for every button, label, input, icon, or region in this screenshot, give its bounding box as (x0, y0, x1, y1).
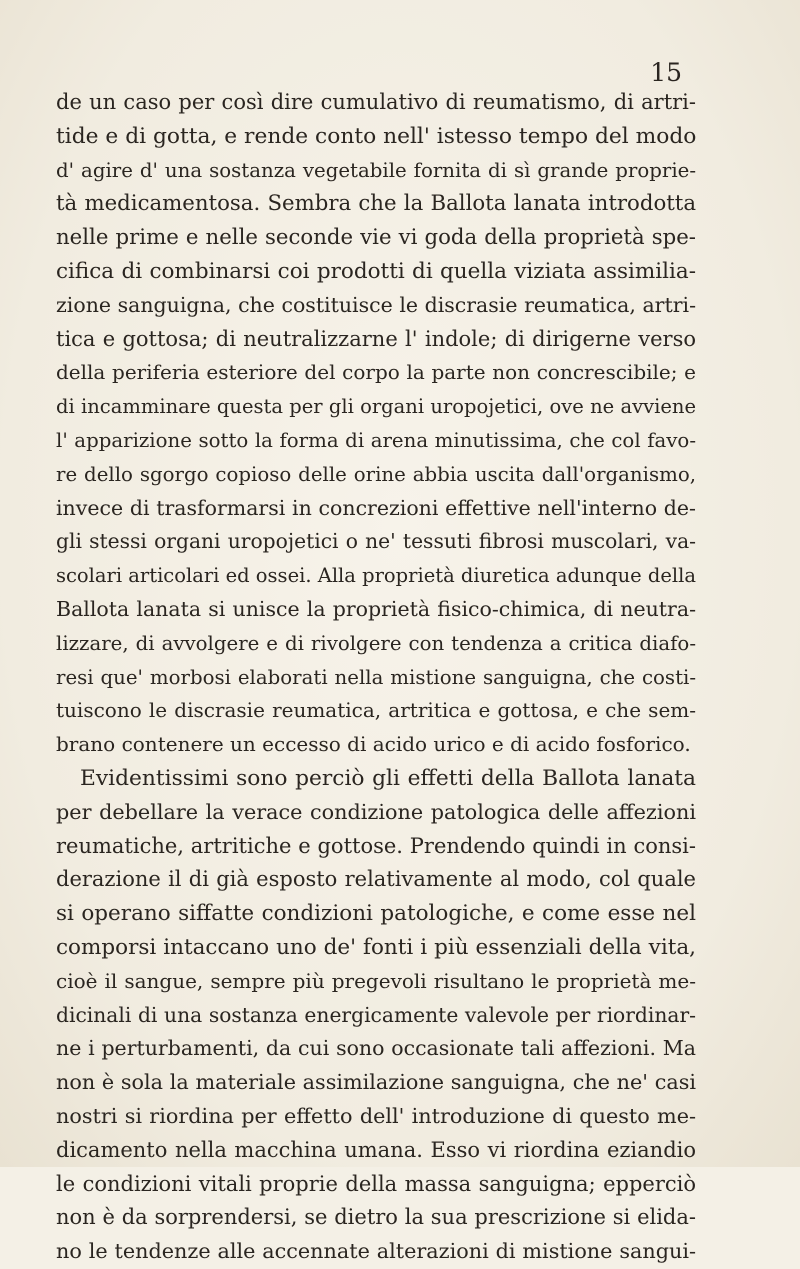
text-line: nelle prime e nelle seconde vie vi goda della proprietà spe- (56, 225, 696, 251)
text-line: derazione il di già esposto relativamente al modo, col quale (56, 867, 696, 892)
text-line: brano contenere un eccesso di acido urico e di acido fosforico. (56, 732, 691, 757)
text-line: invece di trasformarsi in concrezioni effettive nell'interno de- (56, 495, 696, 520)
text-line: Ballota lanata si unisce la proprietà fisico-chimica, di neutra- (56, 596, 696, 621)
text-line: cioè il sangue, sempre più pregevoli risultano le proprietà me- (56, 968, 696, 993)
text-line: comporsi intaccano uno de' fonti i più essenziali della vita, (56, 934, 696, 960)
text-line: reumatiche, artritiche e gottose. Prendendo quindi in consi- (56, 833, 696, 858)
text-line: l' apparizione sotto la forma di arena minutissima, che col favo- (56, 428, 696, 452)
text-line: gli stessi organi uropojetici o ne' tessuti fibrosi muscolari, va- (56, 529, 696, 554)
text-line: di incamminare questa per gli organi uropojetici, ove ne avviene (56, 395, 696, 419)
text-line: dicamento nella macchina umana. Esso vi riordina eziandio (56, 1137, 696, 1162)
text-line: ne i perturbamenti, da cui sono occasionate tali affezioni. Ma (56, 1036, 696, 1061)
text-line: tuiscono le discrasie reumatica, artritica e gottosa, e che sem- (56, 698, 696, 723)
text-line: scolari articolari ed ossei. Alla proprietà diuretica adunque della (56, 564, 696, 588)
page-number: 15 (650, 58, 682, 87)
text-line: le condizioni vitali proprie della massa sanguigna; epperciò (56, 1171, 696, 1196)
text-line: nostri si riordina per effetto dell' introduzione di questo me- (56, 1103, 696, 1128)
text-line: cifica di combinarsi coi prodotti di quella viziata assimilia- (56, 258, 696, 284)
text-line: re dello sgorgo copioso delle orine abbia uscita dall'organismo, (56, 462, 696, 486)
text-line: tà medicamentosa. Sembra che la Ballota lanata introdotta (56, 191, 696, 217)
text-line: tica e gottosa; di neutralizzarne l' indole; di dirigerne verso (56, 326, 696, 351)
text-line: lizzare, di avvolgere e di rivolgere con tendenza a critica diafo- (56, 631, 696, 655)
text-line: tide e di gotta, e rende conto nell' istesso tempo del modo (56, 123, 697, 149)
text-line: zione sanguigna, che costituisce le discrasie reumatica, artri- (56, 292, 696, 317)
text-line: dicinali di una sostanza energicamente valevole per riordinar- (56, 1002, 696, 1027)
text-line: per debellare la verace condizione patologica delle affezioni (56, 799, 696, 824)
body-text (56, 86, 696, 1269)
text-line: d' agire d' una sostanza vegetabile fornita di sì grande proprie- (56, 158, 696, 182)
text-line: de un caso per così dire cumulativo di reumatismo, di artri- (56, 90, 696, 114)
text-line: resi que' morbosi elaborati nella mistione sanguigna, che costi- (56, 665, 696, 689)
text-line: della periferia esteriore del corpo la parte non concrescibile; e (56, 360, 696, 385)
text-line: non è sola la materiale assimilazione sanguigna, che ne' casi (56, 1070, 696, 1095)
text-line: si operano siffatte condizioni patologiche, e come esse nel (56, 901, 696, 927)
text-line: no le tendenze alle accennate alterazioni di mistione sangui- (56, 1239, 696, 1264)
text-line: non è da sorprendersi, se dietro la sua prescrizione si elida- (56, 1205, 696, 1230)
text-line: Evidentissimi sono perciò gli effetti della Ballota lanata (80, 765, 696, 791)
